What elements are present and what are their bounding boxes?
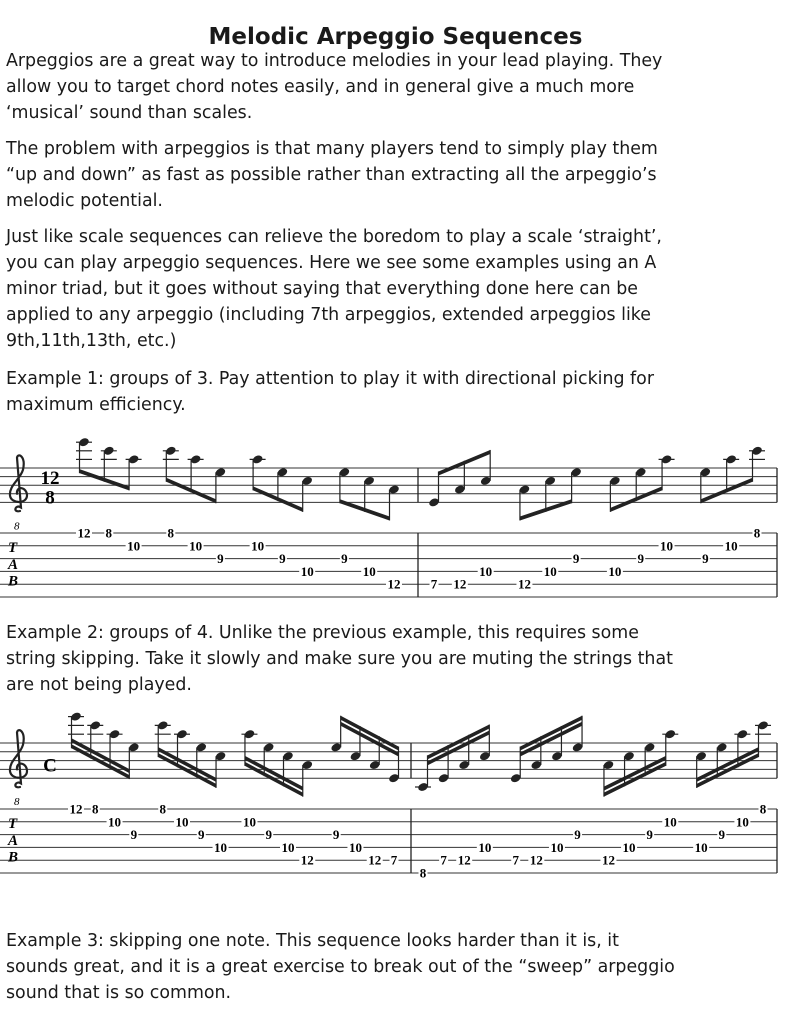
example-1-description xyxy=(6,366,786,418)
text-line: sounds great, and it is a great exercise to break out of the “sweep” arpeggio xyxy=(6,957,675,977)
tab-fret-number: 10 xyxy=(251,538,265,554)
beam xyxy=(341,722,399,757)
tab-fret-number: 9 xyxy=(265,827,272,843)
tab-fret-number: 10 xyxy=(608,563,622,579)
tab-fret-number: 8 xyxy=(92,801,99,817)
tab-fret-number: 12 xyxy=(453,576,467,592)
tab-label-t: T xyxy=(8,816,18,833)
tab-fret-number: 9 xyxy=(646,827,653,843)
text-line: you can play arpeggio sequences. Here we see some examples using an A xyxy=(6,253,657,273)
tab-fret-number: 10 xyxy=(724,538,738,554)
intro-paragraph xyxy=(6,48,786,126)
text-line: Example 3: skipping one note. This sequence looks harder than it is, it xyxy=(6,931,619,951)
tab-fret-number: 8 xyxy=(105,525,113,541)
tab-fret-number: 10 xyxy=(108,814,122,830)
tab-fret-number: 9 xyxy=(198,827,205,843)
tab-fret-number: 8 xyxy=(159,801,166,817)
tab-fret-number: 12 xyxy=(529,852,543,868)
time-signature-top: 12 xyxy=(40,468,60,490)
tab-label-a: A xyxy=(8,556,19,573)
example-2-description xyxy=(6,620,786,698)
tab-fret-number: 8 xyxy=(419,865,427,881)
tab-fret-number: 10 xyxy=(663,814,677,830)
tab-fret-number: 10 xyxy=(300,563,314,579)
text-line: “up and down” as fast as possible rather than extracting all the arpeggio’s xyxy=(6,165,657,185)
text-line: Example 1: groups of 3. Pay attention to play it with directional picking for xyxy=(6,369,654,389)
tab-fret-number: 10 xyxy=(175,814,189,830)
tab-fret-number: 7 xyxy=(390,852,398,868)
tab-fret-number: 12 xyxy=(517,576,531,592)
tab-label-t: T xyxy=(8,540,18,557)
tab-fret-number: 10 xyxy=(550,839,564,855)
tab-fret-number: 9 xyxy=(279,551,286,567)
text-line: sound that is so common. xyxy=(6,983,232,1003)
beam xyxy=(158,753,216,788)
tab-fret-number: 10 xyxy=(189,538,203,554)
clef-octave-marking: 8 xyxy=(14,520,20,533)
tab-fret-number: 12 xyxy=(601,852,615,868)
text-line: The problem with arpeggios is that many players tend to simply play them xyxy=(6,139,658,159)
tab-label-b: B xyxy=(8,573,19,590)
tab-fret-number: 12 xyxy=(69,801,83,817)
beam xyxy=(604,762,666,797)
tab-fret-number: 9 xyxy=(332,827,340,843)
tab-fret-number: 10 xyxy=(362,563,376,579)
tab-fret-number: 7 xyxy=(440,852,447,868)
beam xyxy=(520,722,582,757)
tab-fret-number: 12 xyxy=(300,852,314,868)
tab-fret-number: 10 xyxy=(622,839,636,855)
tab-fret-number: 9 xyxy=(341,551,348,567)
tab-fret-number: 8 xyxy=(753,525,761,541)
tab-label-a: A xyxy=(8,832,19,849)
problem-paragraph xyxy=(6,136,786,214)
text-line: 9th,11th,13th, etc.) xyxy=(6,331,177,351)
tab-fret-number: 10 xyxy=(127,538,141,554)
tab-label-b: B xyxy=(8,849,19,866)
tab-fret-number: 10 xyxy=(242,814,256,830)
beam xyxy=(72,744,130,779)
beam xyxy=(520,716,582,751)
tab-fret-number: 12 xyxy=(457,852,471,868)
text-line: Example 2: groups of 4. Unlike the previous example, this requires some xyxy=(6,623,639,643)
text-line: ‘musical’ sound than scales. xyxy=(6,103,253,123)
tab-fret-number: 12 xyxy=(387,576,401,592)
text-line: maximum efficiency. xyxy=(6,395,186,415)
tab-fret-number: 9 xyxy=(217,551,224,567)
tab-fret-number: 10 xyxy=(735,814,749,830)
tab-fret-number: 10 xyxy=(281,839,295,855)
treble-clef-icon xyxy=(10,730,27,787)
time-signature: C xyxy=(43,755,57,777)
text-line: are not being played. xyxy=(6,675,192,695)
text-line: string skipping. Take it slowly and make sure you are muting the strings that xyxy=(6,649,673,669)
treble-clef-icon xyxy=(10,455,27,511)
text-line: allow you to target chord notes easily, and in general give a much more xyxy=(6,77,635,97)
beam xyxy=(697,753,759,788)
beam xyxy=(428,725,490,760)
tab-fret-number: 10 xyxy=(214,839,228,855)
time-signature-bottom: 8 xyxy=(45,487,55,509)
tab-fret-number: 9 xyxy=(718,827,726,843)
example-2-notation xyxy=(0,705,791,895)
tab-fret-number: 7 xyxy=(512,852,519,868)
sequences-paragraph xyxy=(6,224,786,354)
tab-fret-number: 7 xyxy=(430,576,438,592)
tab-fret-number: 10 xyxy=(660,538,674,554)
beam xyxy=(245,762,303,797)
tab-fret-number: 9 xyxy=(572,551,580,567)
tab-fret-number: 9 xyxy=(702,551,709,567)
tab-fret-number: 12 xyxy=(368,852,382,868)
tab-fret-number: 9 xyxy=(637,551,644,567)
text-line: minor triad, but it goes without saying that everything done here can be xyxy=(6,279,638,299)
tab-fret-number: 10 xyxy=(543,563,557,579)
tab-fret-number: 9 xyxy=(574,827,581,843)
tab-fret-number: 9 xyxy=(130,827,138,843)
text-line: Arpeggios are a great way to introduce melodies in your lead playing. They xyxy=(6,51,663,71)
tab-fret-number: 10 xyxy=(694,839,708,855)
tab-fret-number: 10 xyxy=(479,563,493,579)
text-line: melodic potential. xyxy=(6,191,163,211)
text-line: applied to any arpeggio (including 7th arpeggios, extended arpeggios like xyxy=(6,305,651,325)
page-title: Melodic Arpeggio Sequences xyxy=(208,24,583,50)
tab-fret-number: 12 xyxy=(77,525,91,541)
tab-fret-number: 10 xyxy=(348,839,362,855)
text-line: Just like scale sequences can relieve the boredom to play a scale ‘straight’, xyxy=(6,227,662,247)
example-3-description xyxy=(6,928,786,1006)
beam xyxy=(341,716,399,751)
tab-fret-number: 8 xyxy=(759,801,767,817)
tab-fret-number: 8 xyxy=(167,525,175,541)
tab-fret-number: 10 xyxy=(478,839,492,855)
example-1-notation xyxy=(0,430,791,610)
clef-octave-marking: 8 xyxy=(14,796,20,809)
